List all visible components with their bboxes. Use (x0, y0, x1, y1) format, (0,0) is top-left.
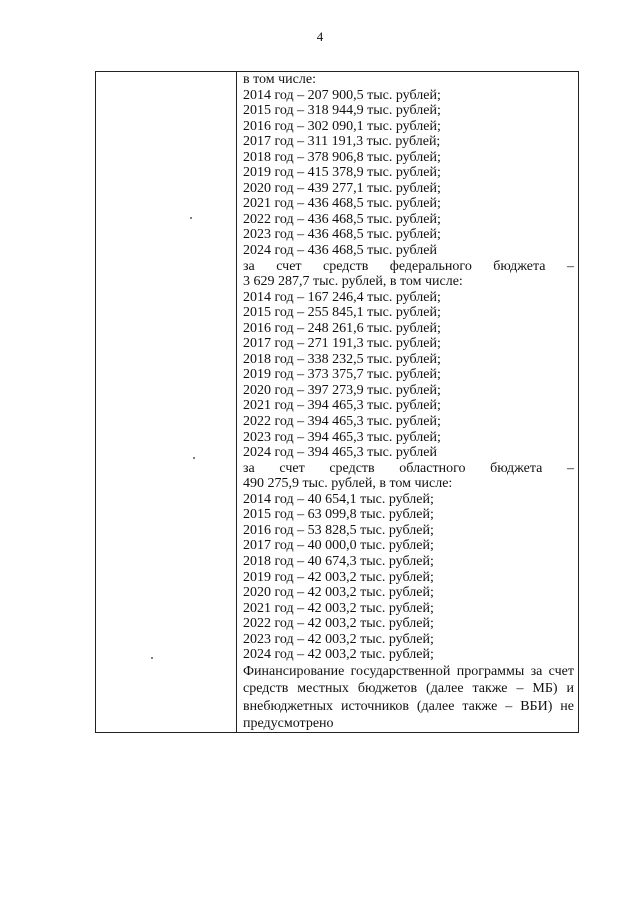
regional-heading-word: счет (279, 460, 305, 476)
federal-heading-word: федерального (389, 258, 472, 274)
federal-heading-word: за (243, 258, 255, 274)
total-year-line: 2020 год – 439 277,1 тыс. рублей; (243, 180, 441, 196)
federal-heading-word: – (566, 258, 574, 274)
federal-year-line: 2017 год – 271 191,3 тыс. рублей; (243, 336, 441, 352)
regional-heading-word: – (566, 460, 574, 476)
financing-cell (243, 72, 574, 733)
scan-speck (151, 657, 153, 659)
total-year-line: 2023 год – 436 468,5 тыс. рублей; (243, 227, 441, 243)
page-number: 4 (316, 29, 324, 44)
federal-heading-word: бюджета (493, 258, 546, 274)
federal-year-line: 2016 год – 248 261,6 тыс. рублей; (243, 320, 441, 336)
federal-heading-word: счет (276, 258, 302, 274)
federal-year-line: 2015 год – 255 845,1 тыс. рублей; (243, 305, 441, 321)
regional-year-line: 2020 год – 42 003,2 тыс. рублей; (243, 585, 434, 601)
regional-year-line: 2018 год – 40 674,3 тыс. рублей; (243, 553, 434, 569)
total-year-line: 2021 год – 436 468,5 тыс. рублей; (243, 196, 441, 212)
regional-year-line: 2014 год – 40 654,1 тыс. рублей; (243, 491, 434, 507)
total-year-line: 2014 год – 207 900,5 тыс. рублей; (243, 87, 441, 103)
federal-year-line: 2014 год – 167 246,4 тыс. рублей; (243, 289, 441, 305)
regional-year-line: 2016 год – 53 828,5 тыс. рублей; (243, 522, 434, 538)
regional-year-line: 2022 год – 42 003,2 тыс. рублей; (243, 616, 434, 632)
federal-year-line: 2024 год – 394 465,3 тыс. рублей (243, 445, 437, 461)
federal-year-line: 2018 год – 338 232,5 тыс. рублей; (243, 351, 441, 367)
regional-heading-word: областного (399, 460, 466, 476)
regional-by-year-list (243, 492, 574, 663)
federal-year-line: 2023 год – 394 465,3 тыс. рублей; (243, 429, 441, 445)
scan-speck (193, 457, 195, 459)
regional-heading-word: за (243, 460, 255, 476)
regional-heading (243, 461, 574, 477)
federal-year-line: 2022 год – 394 465,3 тыс. рублей; (243, 414, 441, 430)
total-by-year-list (243, 88, 574, 259)
intro-line: в том числе: (243, 72, 316, 87)
total-year-line: 2019 год – 415 378,9 тыс. рублей; (243, 165, 441, 181)
regional-year-line: 2017 год – 40 000,0 тыс. рублей; (243, 538, 434, 554)
federal-by-year-list (243, 290, 574, 461)
total-year-line: 2016 год – 302 090,1 тыс. рублей; (243, 118, 441, 134)
regional-heading-word: средств (329, 460, 375, 476)
federal-heading (243, 259, 574, 275)
scan-speck (190, 217, 192, 219)
regional-year-line: 2023 год – 42 003,2 тыс. рублей; (243, 631, 434, 647)
federal-total-line: 3 629 287,7 тыс. рублей, в том числе: (243, 274, 463, 290)
total-year-line: 2015 год – 318 944,9 тыс. рублей; (243, 103, 441, 119)
regional-year-line: 2021 год – 42 003,2 тыс. рублей; (243, 600, 434, 616)
regional-year-line: 2019 год – 42 003,2 тыс. рублей; (243, 569, 434, 585)
column-divider (236, 72, 237, 732)
federal-year-line: 2020 год – 397 273,9 тыс. рублей; (243, 382, 441, 398)
total-year-line: 2018 год – 378 906,8 тыс. рублей; (243, 149, 441, 165)
federal-heading-word: средств (323, 258, 369, 274)
total-year-line: 2022 год – 436 468,5 тыс. рублей; (243, 211, 441, 227)
federal-year-line: 2019 год – 373 375,7 тыс. рублей; (243, 367, 441, 383)
federal-year-line: 2021 год – 394 465,3 тыс. рублей; (243, 398, 441, 414)
regional-total-line: 490 275,9 тыс. рублей, в том числе: (243, 476, 453, 492)
regional-heading-word: бюджета (490, 460, 543, 476)
total-year-line: 2024 год – 436 468,5 тыс. рублей (243, 243, 437, 259)
total-year-line: 2017 год – 311 191,3 тыс. рублей; (243, 134, 441, 150)
regional-year-line: 2015 год – 63 099,8 тыс. рублей; (243, 507, 434, 523)
financing-note: Финансирование государственной программы за счет средств местных бюджетов (далее также – МБ) и внебюджетных источников (далее также – ВБИ) не предусмотрено (243, 663, 574, 732)
regional-year-line: 2024 год – 42 003,2 тыс. рублей; (243, 647, 434, 663)
budget-table (95, 71, 579, 733)
